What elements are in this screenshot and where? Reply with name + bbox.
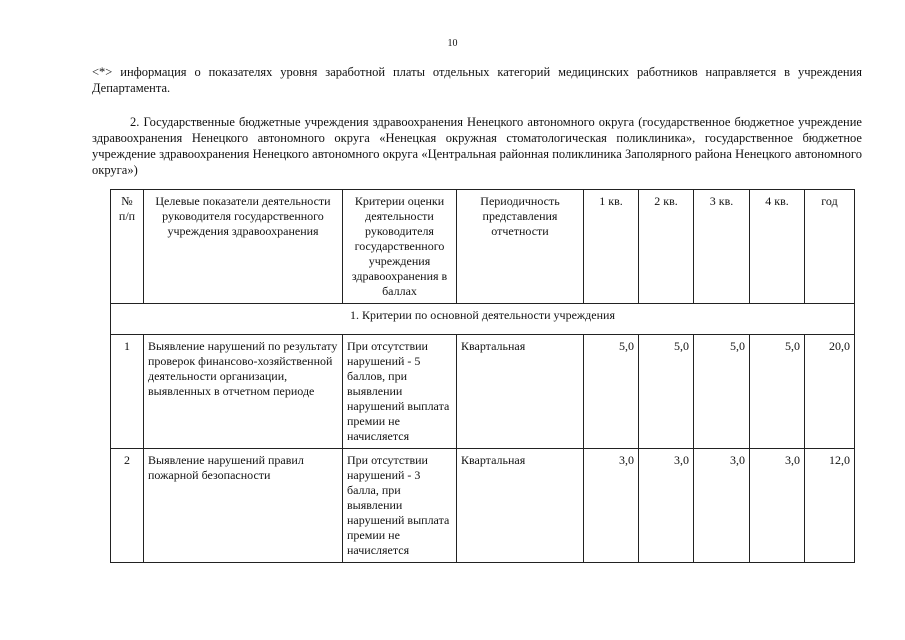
cell-criteria: При отсутствии нарушений - 5 баллов, при выявлении нарушений выплата премии не начисляется: [343, 335, 457, 449]
cell-periodicity: Квартальная: [457, 335, 584, 449]
header-periodicity: Периодичность представления отчетности: [457, 190, 584, 304]
cell-indicator: Выявление нарушений по результату проверок финансово-хозяйственной деятельности организации, выявленных в отчетном периоде: [144, 335, 343, 449]
header-criteria: Критерии оценки деятельности руководителя государственного учреждения здравоохранения в баллах: [343, 190, 457, 304]
footnote-paragraph: <*> информация о показателях уровня заработной платы отдельных категорий медицинских работников направляется в учреждения Департамента.: [92, 65, 862, 95]
page-number: 10: [447, 38, 458, 49]
table-header-row: [111, 190, 855, 304]
header-q1: 1 кв.: [584, 190, 639, 304]
header-indicator: Целевые показатели деятельности руководителя государственного учреждения здравоохранения: [144, 190, 343, 304]
cell-year: 20,0: [805, 335, 855, 449]
header-q4: 4 кв.: [750, 190, 805, 304]
table-section-row: [111, 304, 855, 335]
cell-periodicity: Квартальная: [457, 449, 584, 563]
table-row: [111, 449, 855, 563]
section-intro-paragraph: [92, 114, 862, 178]
header-q3: 3 кв.: [694, 190, 750, 304]
header-year: год: [805, 190, 855, 304]
cell-q4: 3,0: [750, 449, 805, 563]
cell-q2: 5,0: [639, 335, 694, 449]
cell-q1: 3,0: [584, 449, 639, 563]
cell-q4: 5,0: [750, 335, 805, 449]
header-num: № п/п: [111, 190, 144, 304]
cell-num: 1: [111, 335, 144, 449]
criteria-table: [110, 189, 855, 563]
section-intro-text: 2. Государственные бюджетные учреждения здравоохранения Ненецкого автономного округа (государственное бюджетное учреждение здравоохранения Ненецкого автономного округа «Ненецкая окружная стоматологическая поликлиника», государственное бюджетное учреждение здравоохранения Ненецкого автономного округа «Центральная районная поликлиника Заполярного района Ненецкого автономного округа»): [92, 115, 862, 177]
cell-indicator: Выявление нарушений правил пожарной безопасности: [144, 449, 343, 563]
cell-q3: 3,0: [694, 449, 750, 563]
table-row: [111, 335, 855, 449]
cell-q3: 5,0: [694, 335, 750, 449]
section-title: 1. Критерии по основной деятельности учреждения: [111, 304, 855, 335]
cell-criteria: При отсутствии нарушений - 3 балла, при выявлении нарушений выплата премии не начисляется: [343, 449, 457, 563]
cell-q2: 3,0: [639, 449, 694, 563]
header-q2: 2 кв.: [639, 190, 694, 304]
cell-num: 2: [111, 449, 144, 563]
cell-year: 12,0: [805, 449, 855, 563]
cell-q1: 5,0: [584, 335, 639, 449]
